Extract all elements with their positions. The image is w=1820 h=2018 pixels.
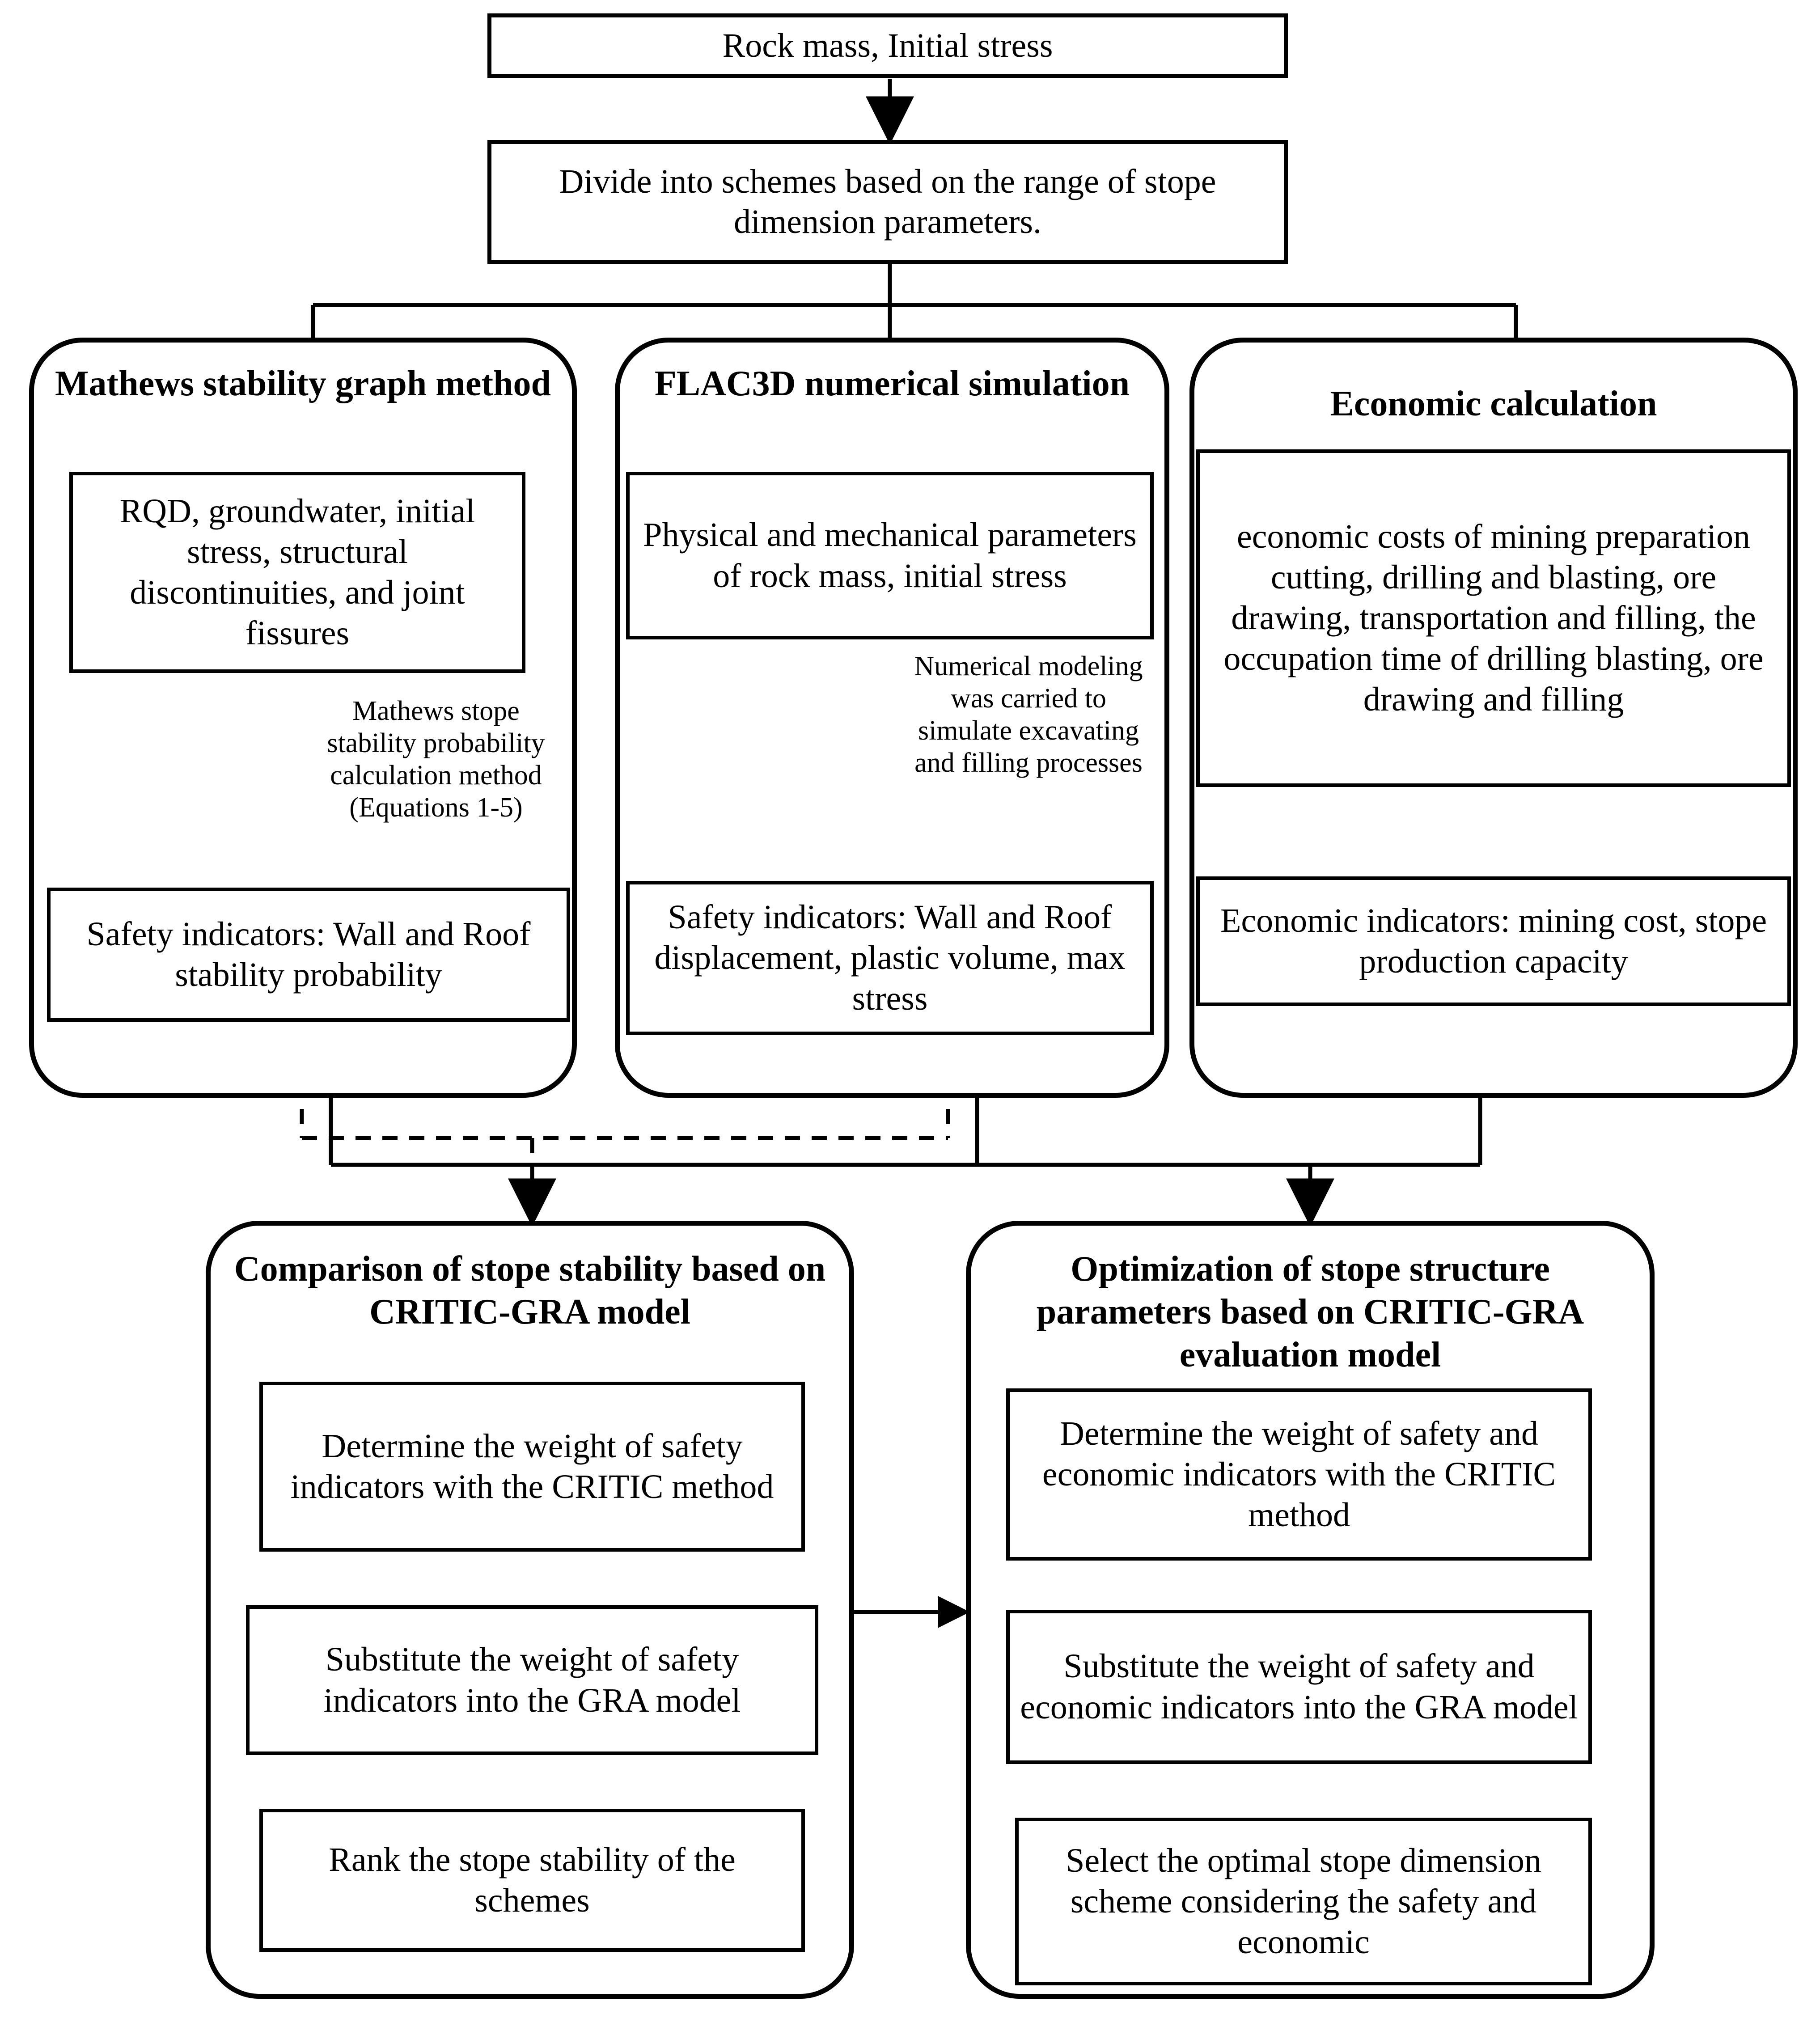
note-mathews-method (309, 695, 563, 824)
box-flac3d-inputs-text: Physical and mechanical parameters of rock mass, initial stress (643, 516, 1137, 595)
box-economic-inputs-text: economic costs of mining preparation cutting, drilling and blasting, ore drawing, transportation and filling, the occupation time of drilling blasting, ore drawing and filling (1223, 517, 1764, 719)
panel-optimization-title-text: Optimization of stope structure parameters based on CRITIC-GRA evaluation model (1036, 1249, 1584, 1375)
box-comparison-step-3-text: Rank the stope stability of the schemes (329, 1840, 736, 1919)
note-flac3d-method (903, 651, 1154, 779)
node-divide (487, 140, 1288, 264)
note-mathews-method-text: Mathews stope stability probability calculation method (Equations 1-5) (327, 696, 545, 823)
box-comparison-step-1-text: Determine the weight of safety indicators with the CRITIC method (290, 1427, 774, 1506)
box-optimization-step-1-text: Determine the weight of safety and economic indicators with the CRITIC method (1042, 1414, 1556, 1534)
box-mathews-outputs-text: Safety indicators: Wall and Roof stability probability (86, 915, 531, 994)
panel-mathews-title (34, 362, 572, 405)
box-flac3d-outputs-text: Safety indicators: Wall and Roof displacement, plastic volume, max stress (654, 898, 1126, 1018)
panel-economic-title (1194, 382, 1793, 425)
panel-flac3d-title-text: FLAC3D numerical simulation (654, 364, 1130, 403)
box-mathews-inputs (69, 472, 525, 673)
box-economic-inputs (1196, 449, 1791, 787)
box-optimization-step-1 (1006, 1388, 1592, 1561)
panel-flac3d-title (619, 362, 1165, 405)
box-flac3d-inputs (626, 472, 1154, 639)
box-optimization-step-2-text: Substitute the weight of safety and economic indicators into the GRA model (1020, 1647, 1578, 1726)
box-comparison-step-3 (259, 1809, 805, 1952)
note-flac3d-method-text: Numerical modeling was carried to simulate excavating and filling processes (914, 651, 1143, 778)
box-comparison-step-2 (246, 1605, 818, 1755)
panel-mathews-title-text: Mathews stability graph method (55, 364, 551, 403)
node-input-label: Rock mass, Initial stress (722, 26, 1053, 64)
box-economic-outputs (1196, 876, 1791, 1006)
node-divide-label: Divide into schemes based on the range of stope dimension parameters. (559, 162, 1216, 241)
panel-optimization-title (970, 1248, 1650, 1376)
box-optimization-step-3-text: Select the optimal stope dimension scheme considering the safety and economic (1066, 1841, 1541, 1961)
panel-comparison-title-text: Comparison of stope stability based on CRITIC-GRA model (234, 1249, 826, 1332)
panel-comparison-title (210, 1248, 850, 1333)
box-flac3d-outputs (626, 881, 1154, 1035)
box-comparison-step-1 (259, 1382, 805, 1552)
box-mathews-inputs-text: RQD, groundwater, initial stress, structural discontinuities, and joint fissures (119, 492, 475, 652)
box-economic-outputs-text: Economic indicators: mining cost, stope production capacity (1220, 901, 1767, 980)
node-input (487, 13, 1288, 78)
panel-economic-title-text: Economic calculation (1330, 384, 1657, 423)
box-mathews-outputs (47, 888, 570, 1022)
box-optimization-step-2 (1006, 1610, 1592, 1764)
box-comparison-step-2-text: Substitute the weight of safety indicators into the GRA model (323, 1641, 741, 1719)
box-optimization-step-3 (1015, 1818, 1592, 1985)
